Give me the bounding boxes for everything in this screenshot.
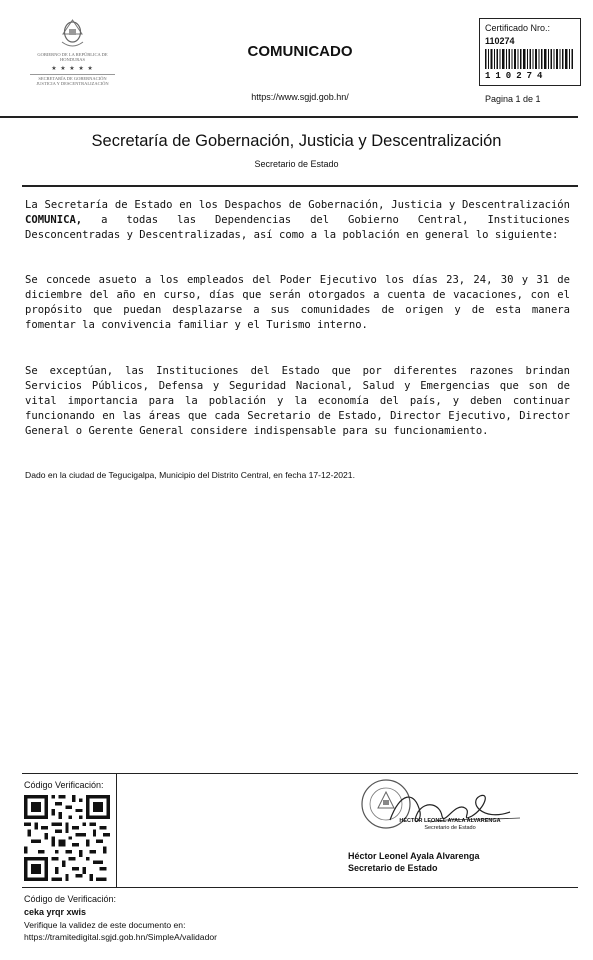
certificate-box — [479, 18, 581, 86]
footer-verification-label: Código de Verificación: — [24, 894, 117, 904]
signature-role-caption: Secretario de Estado — [424, 825, 476, 831]
coat-of-arms-icon — [30, 18, 115, 52]
divider — [22, 887, 578, 888]
handwritten-signature-icon — [360, 782, 530, 842]
certificate-label: Certificado Nro.: — [485, 23, 551, 33]
footer-note: Verifique la validez de este documento en: — [24, 920, 186, 930]
logo-text-top: GOBIERNO DE LA REPÚBLICA DE HONDURAS — [37, 52, 108, 62]
paragraph-2: Se concede asueto a los empleados del Poder Ejecutivo los días 23, 24, 30 y 31 de diciembre del año en curso, días que serán otorgados a cuenta de vacaciones, con el propósito que puedan desplazarse a sus comunidades de origen y de esta manera fomentar la convivencia familiar y el Turismo interno. — [25, 274, 570, 331]
page-number: Pagina 1 de 1 — [485, 94, 541, 104]
header-url[interactable]: https://www.sgjd.gob.hn/ — [251, 92, 349, 102]
organization-name: Secretaría de Gobernación, Justicia y Descentralización — [91, 132, 502, 150]
government-logo — [30, 18, 115, 88]
divider — [22, 185, 578, 187]
qr-code-icon — [24, 795, 110, 881]
issue-date-line: Dado en la ciudad de Tegucigalpa, Municipio del Distrito Central, en fecha 17-12-2021. — [25, 470, 355, 480]
divider-vertical — [116, 774, 117, 887]
divider — [0, 116, 578, 118]
paragraph-3: Se exceptúan, las Instituciones del Estado que por diferentes razones brindan Servicios Públicos, Defensa y Seguridad Nacional, Salud y Emergencias que son de vital importancia para la población y la economía del país, y deben continuar funcionando en las áreas que cada Secretario de Estado, Director Ejecutivo, Director General o Gerente General considere indispensable para su funcionamiento. — [25, 365, 570, 437]
paragraph-1-text-a: La Secretaría de Estado en los Despachos de Gobernación, Justicia y Descentralización — [25, 199, 570, 211]
paragraph-1-text-b: a todas las Dependencias del Gobierno Central, Instituciones Desconcentradas y Descentralizadas, así como a la población en general lo siguiente: — [25, 214, 570, 241]
organization-role: Secretario de Estado — [254, 159, 339, 169]
signature-name-caption: HÉCTOR LEONEL AYALA ALVARENGA — [399, 818, 501, 824]
signer-role: Secretario de Estado — [348, 863, 438, 873]
divider — [22, 773, 578, 774]
document-title: COMUNICADO — [247, 43, 353, 60]
barcode-icon — [485, 49, 573, 69]
certificate-number: 110274 — [485, 36, 515, 46]
signer-name: Héctor Leonel Ayala Alvarenga — [348, 851, 480, 861]
verification-code-label: Código Verificación: — [24, 780, 104, 790]
verification-code: ceka yrqr xwis — [24, 907, 87, 917]
paragraph-1 — [25, 198, 570, 243]
paragraph-1-bold: COMUNICA, — [25, 214, 83, 226]
validator-link[interactable]: https://tramitedigital.sgjd.gob.hn/SimpleA/validador — [24, 932, 217, 942]
barcode-digits: 110274 — [485, 71, 548, 81]
logo-stars: ★ ★ ★ ★ ★ — [51, 66, 94, 72]
logo-text-bottom: SECRETARÍA DE GOBERNACIÓN JUSTICIA Y DESCENTRALIZACIÓN — [30, 74, 115, 86]
